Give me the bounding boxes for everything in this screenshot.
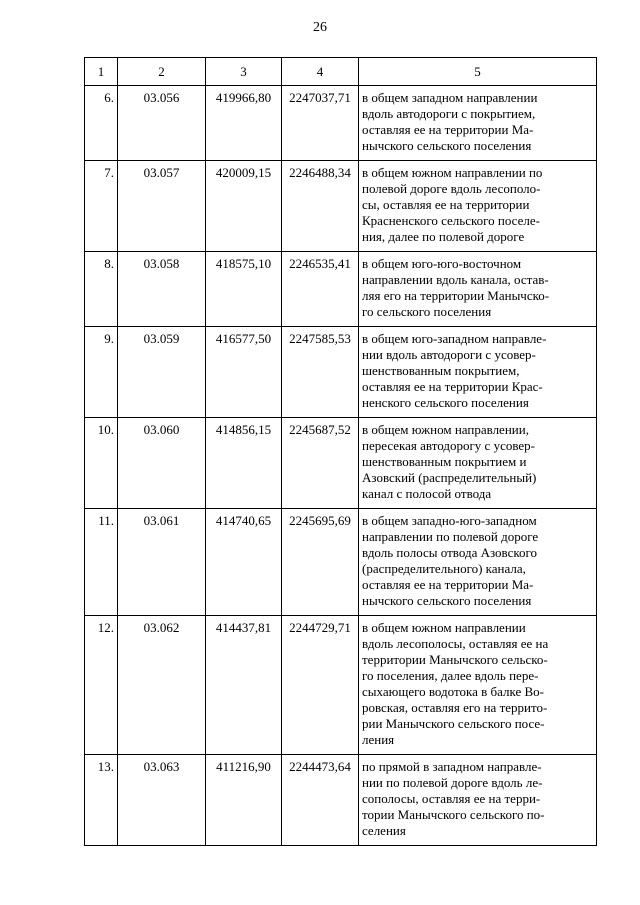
header-col-4: 4: [282, 58, 359, 86]
table-row: [85, 418, 597, 509]
table-row: [85, 327, 597, 418]
row-number: 6.: [85, 86, 118, 161]
point-code: 03.060: [118, 418, 206, 509]
table-body: [85, 86, 597, 846]
coordinate-y: 2246488,34: [282, 161, 359, 252]
coordinate-y: 2246535,41: [282, 252, 359, 327]
header-col-2: 2: [118, 58, 206, 86]
boundary-description: в общем южном направлении вдоль лесополосы, оставляя ее на территории Манычского сельско- го поселения, далее вдоль пере- сыхающего водотока в балке Во- ровская, оставляя его на террито- рии Манычского сельского посе- ления: [359, 616, 597, 755]
coordinate-x: 418575,10: [206, 252, 282, 327]
table-row: [85, 86, 597, 161]
point-code: 03.057: [118, 161, 206, 252]
boundary-description: в общем южном направлении, пересекая автодорогу с усовер- шенствованным покрытием и Азовский (распределительный) канал с полосой отвода: [359, 418, 597, 509]
header-row: [85, 58, 597, 86]
boundary-description: в общем южном направлении по полевой дороге вдоль лесополо- сы, оставляя ее на территории Красненского сельского поселе- ния, далее по полевой дороге: [359, 161, 597, 252]
boundary-description: в общем юго-западном направле- нии вдоль автодороги с усовер- шенствованным покрытием, оставляя ее на территории Крас- ненского сельского поселения: [359, 327, 597, 418]
coordinate-x: 411216,90: [206, 755, 282, 846]
header-col-1: 1: [85, 58, 118, 86]
coordinate-x: 414437,81: [206, 616, 282, 755]
page-number: 26: [313, 20, 327, 35]
point-code: 03.058: [118, 252, 206, 327]
coordinate-y: 2244729,71: [282, 616, 359, 755]
coordinate-x: 419966,80: [206, 86, 282, 161]
coordinate-x: 414856,15: [206, 418, 282, 509]
row-number: 9.: [85, 327, 118, 418]
coordinate-x: 414740,65: [206, 509, 282, 616]
table-row: [85, 161, 597, 252]
boundary-description: в общем западно-юго-западном направлении по полевой дороге вдоль полосы отвода Азовского (распределительного) канала, оставляя ее на территории Ма- нычского сельского поселения: [359, 509, 597, 616]
coordinate-x: 416577,50: [206, 327, 282, 418]
table-row: [85, 252, 597, 327]
row-number: 10.: [85, 418, 118, 509]
header-col-3: 3: [206, 58, 282, 86]
boundary-points-table: [84, 57, 597, 846]
point-code: 03.063: [118, 755, 206, 846]
row-number: 8.: [85, 252, 118, 327]
point-code: 03.059: [118, 327, 206, 418]
header-col-5: 5: [359, 58, 597, 86]
coordinate-y: 2247037,71: [282, 86, 359, 161]
point-code: 03.056: [118, 86, 206, 161]
table-row: [85, 755, 597, 846]
row-number: 7.: [85, 161, 118, 252]
row-number: 13.: [85, 755, 118, 846]
table-header: [85, 58, 597, 86]
coordinate-y: 2247585,53: [282, 327, 359, 418]
row-number: 12.: [85, 616, 118, 755]
coordinate-y: 2245695,69: [282, 509, 359, 616]
point-code: 03.061: [118, 509, 206, 616]
table-row: [85, 616, 597, 755]
boundary-description: в общем юго-юго-восточном направлении вдоль канала, остав- ляя его на территории Манычско- го сельского поселения: [359, 252, 597, 327]
coordinate-y: 2244473,64: [282, 755, 359, 846]
table-row: [85, 509, 597, 616]
point-code: 03.062: [118, 616, 206, 755]
coordinate-x: 420009,15: [206, 161, 282, 252]
boundary-description: по прямой в западном направле- нии по полевой дороге вдоль ле- сополосы, оставляя ее на терри- тории Манычского сельского по- селения: [359, 755, 597, 846]
boundary-description: в общем западном направлении вдоль автодороги с покрытием, оставляя ее на территории Ма- нычского сельского поселения: [359, 86, 597, 161]
row-number: 11.: [85, 509, 118, 616]
coordinate-y: 2245687,52: [282, 418, 359, 509]
